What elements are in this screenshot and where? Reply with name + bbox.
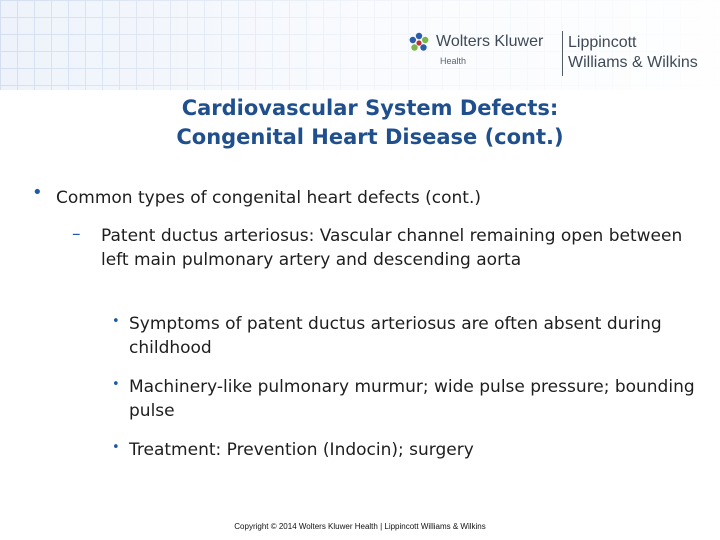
bullet-level-3-text: Symptoms of patent ductus arteriosus are often absent during childhood <box>129 314 662 358</box>
publisher-division: Health <box>440 56 467 66</box>
slide-title-line-1: Cardiovascular System Defects: <box>181 96 559 120</box>
imprint-line-2: Williams & Wilkins <box>568 54 698 71</box>
bullet-level-2-text: Patent ductus arteriosus: Vascular channel remaining open between left main pulmonary artery and descending aorta <box>101 226 683 270</box>
imprint-line-1: Lippincott <box>568 34 637 51</box>
copyright-footer: Copyright © 2014 Wolters Kluwer Health | Lippincott Williams & Wilkins <box>234 522 486 531</box>
slide-title-line-2: Congenital Heart Disease (cont.) <box>176 125 564 149</box>
bullet-level-3-text: Machinery-like pulmonary murmur; wide pulse pressure; bounding pulse <box>129 377 695 421</box>
bullet-marker-level-1: • <box>32 182 43 203</box>
dash-marker-level-2: – <box>72 224 81 244</box>
publisher-name: Wolters Kluwer <box>436 33 544 50</box>
bullet-level-1-text: Common types of congenital heart defects (cont.) <box>56 188 482 208</box>
bullet-marker-level-3: • <box>112 314 120 329</box>
bullet-marker-level-3: • <box>112 440 120 455</box>
bullet-marker-level-3: • <box>112 377 120 392</box>
bullet-level-3-text: Treatment: Prevention (Indocin); surgery <box>129 440 474 460</box>
